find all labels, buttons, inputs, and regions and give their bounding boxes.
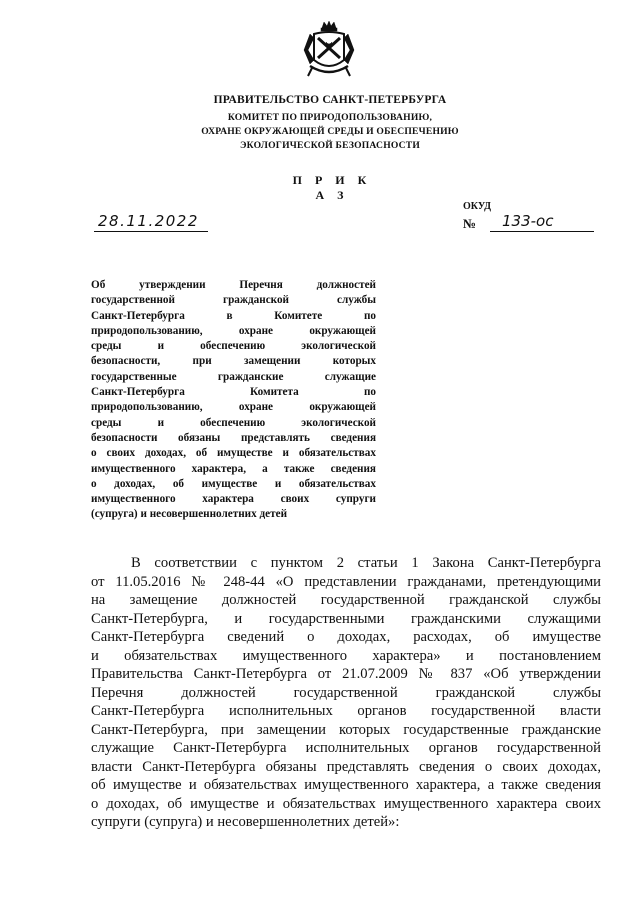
order-date: 28.11.2022 — [94, 212, 208, 232]
body-line: Санкт-Петербурга, и государственными гражданскими служащими — [91, 610, 601, 627]
subject-line: среды и обеспечению экологической — [91, 340, 376, 353]
body-line: Перечня должностей государственной гражданской службы — [91, 684, 601, 701]
body-line: и обязательствах имущественного характера» и постановлением — [91, 647, 601, 664]
subject-line: природопользованию, охране окружающей — [91, 401, 376, 414]
body-line: служащие Санкт-Петербурга исполнительных органов государственной — [91, 740, 601, 756]
subject-line: о своих доходах, об имуществе и обязательствах — [91, 447, 376, 460]
subject-line: безопасности, при замещении которых — [91, 355, 376, 368]
subject-line: имущественного характера, а также сведения — [91, 462, 376, 475]
number-label: № — [463, 216, 477, 231]
body-line: Санкт-Петербурга сведений о доходах, расходах, об имуществе — [91, 629, 601, 645]
body-line: Правительства Санкт-Петербурга от 21.07.2009 № 837 «Об утверждении — [91, 666, 601, 682]
subject-line: Санкт-Петербурга в Комитете по — [91, 309, 376, 322]
subject-line: государственной гражданской службы — [91, 294, 376, 307]
subject-line: Санкт-Петербурга Комитета по — [91, 386, 376, 399]
subject-line: природопользованию, охране окружающей — [91, 324, 376, 337]
organization-title: ПРАВИТЕЛЬСТВО САНКТ-ПЕТЕРБУРГА — [213, 94, 447, 106]
subject-line: (супруга) и несовершеннолетних детей — [91, 508, 288, 521]
subject-line: среды и обеспечению экологической — [91, 416, 376, 429]
committee-name-line-3: ЭКОЛОГИЧЕСКОЙ БЕЗОПАСНОСТИ — [239, 140, 421, 151]
okud-label: ОКУД — [463, 201, 492, 212]
body-line: супруги (супруга) и несовершеннолетних детей»: — [91, 814, 400, 830]
subject-line: о доходах, об имуществе и обязательствах — [91, 477, 376, 490]
committee-name-line-2: ОХРАНЕ ОКРУЖАЮЩЕЙ СРЕДЫ И ОБЕСПЕЧЕНИЮ — [201, 126, 459, 137]
body-line: В соответствии с пунктом 2 статьи 1 Закона Санкт-Петербурга — [131, 555, 601, 571]
order-number: 133-ос — [490, 212, 594, 232]
body-line: от 11.05.2016 № 248-44 «О представлении гражданами, претендующими — [91, 573, 601, 590]
body-line: власти Санкт-Петербурга обязаны представлять сведения о своих доходах, — [91, 758, 601, 775]
subject-line: государственные гражданские служащие — [91, 370, 376, 383]
subject-line: безопасности обязаны представлять сведения — [91, 431, 376, 444]
body-line: на замещение должностей государственной гражданской службы — [91, 592, 601, 608]
body-line: Санкт-Петербурга исполнительных органов государственной власти — [91, 703, 601, 719]
subject-line: имущественного характера своих супруги — [91, 493, 376, 506]
coat-of-arms-icon — [300, 20, 358, 82]
subject-line: Об утверждении Перечня должностей — [91, 279, 376, 291]
order-preamble — [91, 554, 601, 832]
committee-name-line-1: КОМИТЕТ ПО ПРИРОДОПОЛЬЗОВАНИЮ, — [227, 112, 433, 123]
order-subject — [91, 278, 376, 523]
document-type-title: П Р И К А З — [292, 173, 372, 202]
body-line: об имуществе и обязательствах имущественного характера, а также сведения — [91, 777, 601, 793]
body-line: о доходах, об имуществе и обязательствах имущественного характера своих — [91, 795, 601, 812]
body-line: Санкт-Петербурга, при замещении которых государственные гражданские — [91, 721, 601, 738]
